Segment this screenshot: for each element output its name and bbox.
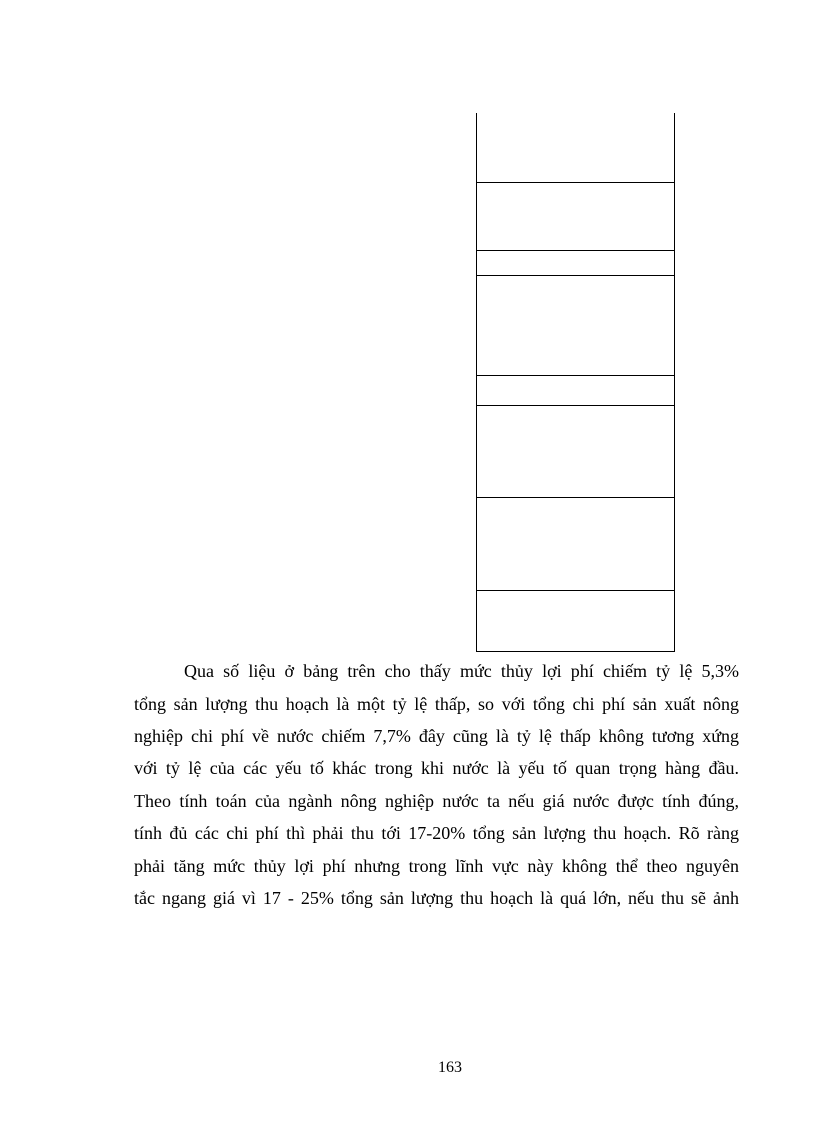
body-line-4: với tỷ lệ của các yếu tố khác trong khi nước là yếu tố quan trọng hàng đầu.	[134, 758, 739, 778]
body-line-8: tắc ngang giá vì 17 - 25% tổng sản lượng thu hoạch là quá lớn, nếu thu sẽ ảnh	[134, 888, 739, 908]
body-line-6: tính đủ các chi phí thì phải thu tới 17-20% tổng sản lượng thu hoạch. Rõ ràng	[134, 823, 739, 843]
body-line-5: Theo tính toán của ngành nông nghiệp nước ta nếu giá nước được tính đúng,	[134, 791, 739, 811]
table-row-divider	[477, 375, 674, 376]
table-row-divider	[477, 405, 674, 406]
table-row-divider	[477, 250, 674, 251]
page-number: 163	[438, 1059, 462, 1076]
body-line-2: tổng sản lượng thu hoạch là một tỷ lệ thấp, so với tổng chi phí sản xuất nông	[134, 694, 739, 714]
table-row-divider	[477, 497, 674, 498]
table-row-divider	[477, 590, 674, 591]
body-line-7: phải tăng mức thủy lợi phí nhưng trong lĩnh vực này không thể theo nguyên	[134, 856, 739, 876]
body-line-3: nghiệp chi phí về nước chiếm 7,7% đây cũng là tỷ lệ thấp không tương xứng	[134, 726, 739, 746]
table-row-divider	[477, 275, 674, 276]
body-line-1: Qua số liệu ở bảng trên cho thấy mức thủy lợi phí chiếm tỷ lệ 5,3%	[184, 661, 739, 681]
table-fragment	[476, 113, 675, 652]
table-row-divider	[477, 182, 674, 183]
